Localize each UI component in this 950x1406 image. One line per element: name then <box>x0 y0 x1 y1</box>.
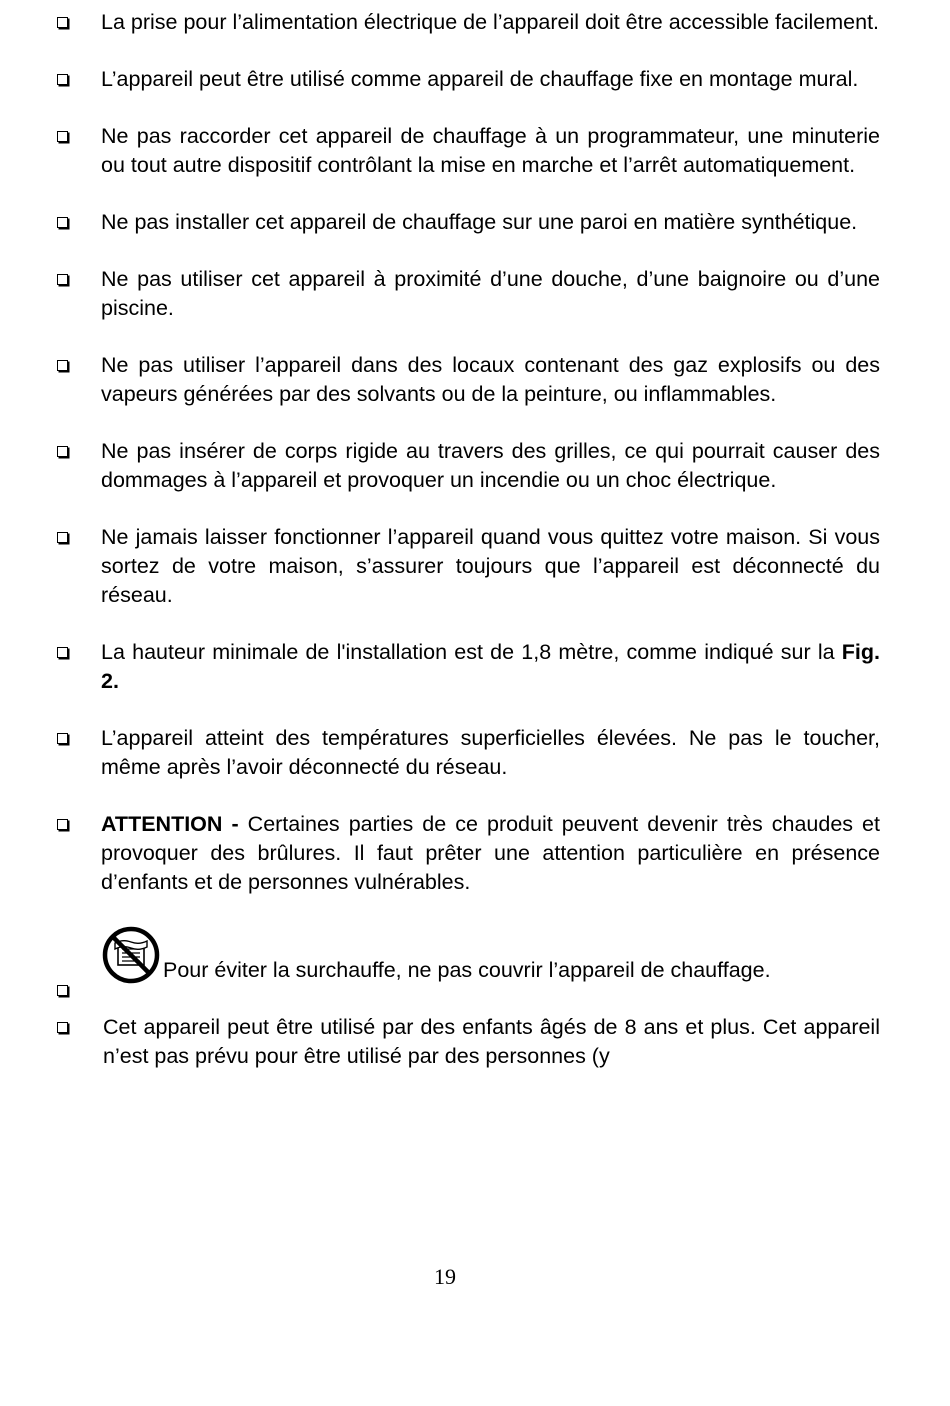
item-text: La prise pour l’alimentation électrique de l’appareil doit être accessible facilement. <box>101 10 880 34</box>
item-text: Ne jamais laisser fonctionner l’appareil quand vous quittez votre maison. Si vous sortez de votre maison, s’assurer toujours que l’appareil est déconnecté du réseau. <box>101 525 880 607</box>
list-item <box>55 810 880 897</box>
item-text <box>101 638 880 696</box>
page-number: 19 <box>434 1264 456 1289</box>
checkbox-bullet-icon <box>57 446 68 457</box>
item-text: Pour éviter la surchauffe, ne pas couvrir l’appareil de chauffage. <box>163 958 771 982</box>
item-text: L’appareil peut être utilisé comme appareil de chauffage fixe en montage mural. <box>101 67 859 91</box>
checkbox-bullet-icon <box>57 74 68 85</box>
safety-instructions-list <box>55 8 880 1071</box>
list-item <box>55 925 880 985</box>
checkbox-bullet-icon <box>57 532 68 543</box>
list-item <box>55 724 880 782</box>
item-text <box>101 810 880 897</box>
item-text: Ne pas installer cet appareil de chauffage sur une paroi en matière synthétique. <box>101 210 858 234</box>
list-item <box>55 122 880 180</box>
checkbox-bullet-icon <box>57 733 68 744</box>
item-text: Ne pas insérer de corps rigide au travers des grilles, ce qui pourrait causer des dommages à l’appareil et provoquer un incendie ou un choc électrique. <box>101 439 880 492</box>
checkbox-bullet-icon <box>57 274 68 285</box>
attention-label: ATTENTION - <box>101 812 239 836</box>
list-item <box>55 638 880 696</box>
item-text-plain: Certaines parties de ce produit peuvent devenir très chaudes et provoquer des brûlures. Il faut prêter une attention particulière en présence d’enfants et de personnes vulnérables. <box>101 812 880 894</box>
checkbox-bullet-icon <box>57 131 68 142</box>
checkbox-bullet-icon <box>57 985 68 996</box>
do-not-cover-icon <box>101 925 161 985</box>
figure-reference: Fig. 2. <box>101 640 880 693</box>
checkbox-bullet-icon <box>57 819 68 830</box>
list-item <box>55 208 880 237</box>
list-item <box>55 437 880 495</box>
list-item <box>55 265 880 323</box>
list-item <box>55 8 880 37</box>
icon-line <box>101 925 880 985</box>
list-item <box>55 351 880 409</box>
checkbox-bullet-icon <box>57 647 68 658</box>
item-text: Ne pas utiliser l’appareil dans des locaux contenant des gaz explosifs ou des vapeurs générées par des solvants ou de la peinture, ou inflammables. <box>101 353 880 406</box>
item-text: Ne pas utiliser cet appareil à proximité d’une douche, d’une baignoire ou d’une piscine. <box>101 267 880 320</box>
list-item <box>55 65 880 94</box>
checkbox-bullet-icon <box>57 1022 68 1033</box>
checkbox-bullet-icon <box>57 360 68 371</box>
item-text: L’appareil atteint des températures superficielles élevées. Ne pas le toucher, même après l’avoir déconnecté du réseau. <box>101 726 880 779</box>
checkbox-bullet-icon <box>57 217 68 228</box>
item-text: Cet appareil peut être utilisé par des enfants âgés de 8 ans et plus. Cet appareil n’est pas prévu pour être utilisé par des personnes (y <box>103 1015 880 1068</box>
item-text-plain: La hauteur minimale de l'installation est de 1,8 mètre, comme indiqué sur la <box>101 640 842 664</box>
checkbox-bullet-icon <box>57 17 68 28</box>
item-text: Ne pas raccorder cet appareil de chauffage à un programmateur, une minuterie ou tout autre dispositif contrôlant la mise en marche et l’arrêt automatiquement. <box>101 124 880 177</box>
list-item <box>55 1013 880 1071</box>
list-item <box>55 523 880 610</box>
